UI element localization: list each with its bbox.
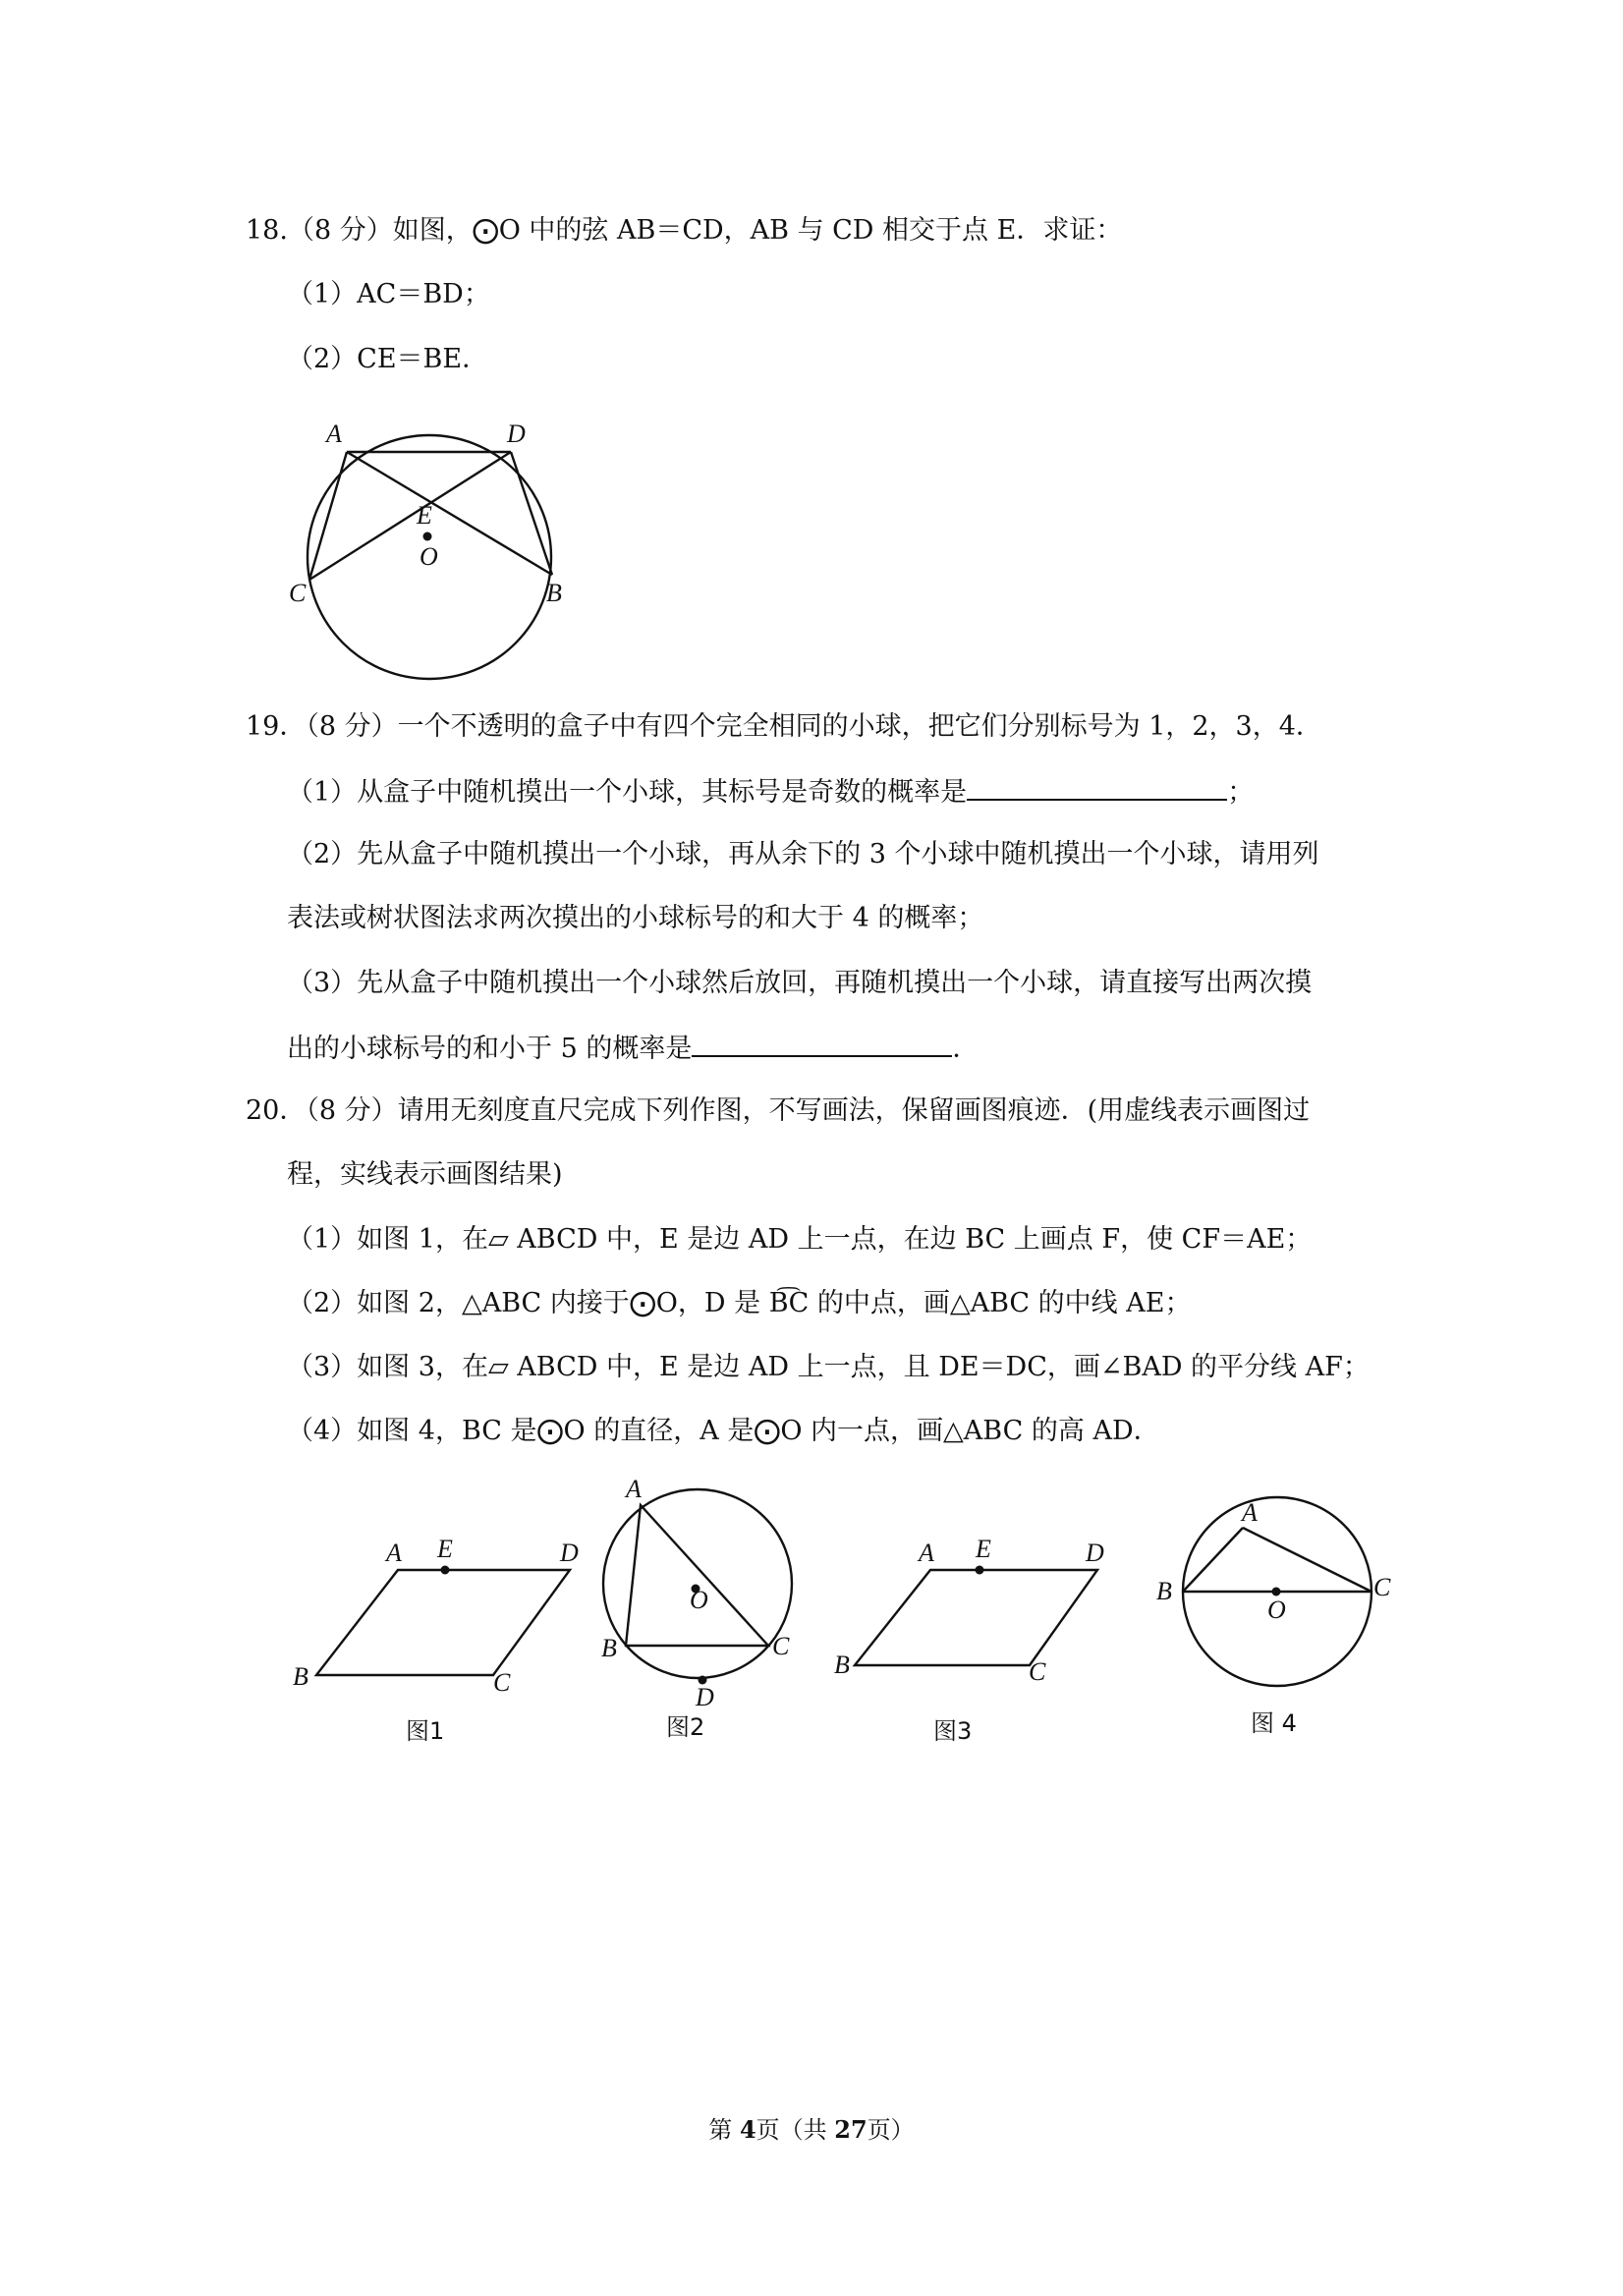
page-footer <box>0 2110 1623 2145</box>
fig2-label-a: A <box>626 1475 642 1503</box>
q18-label-e: E <box>417 501 432 530</box>
q19-answer-blank-3[interactable] <box>692 1028 952 1057</box>
q20-heading-line-2: 程，实线表示画图结果) <box>287 1159 563 1190</box>
q20-figure-4 <box>1145 1484 1400 1749</box>
q19-answer-blank-1[interactable] <box>967 771 1227 801</box>
footer-total-pages: 27 <box>834 2115 867 2144</box>
q19-part-2-line-1: （2）先从盒子中随机摸出一个小球，再从余下的 3 个小球中随机摸出一个小球，请用列 <box>287 839 1319 869</box>
q20-figure-2 <box>589 1474 815 1749</box>
fig3-label-e: E <box>976 1535 991 1563</box>
fig3-caption: 图3 <box>933 1717 973 1745</box>
q19-part-3-line-2 <box>287 1028 979 1069</box>
fig1-parallelogram <box>316 1570 570 1675</box>
q18-chord-ab <box>347 452 552 575</box>
fig1-label-c: C <box>493 1668 511 1697</box>
q19-heading: 19．（8 分）一个不透明的盒子中有四个完全相同的小球，把它们分别标号为 1，2，3，4． <box>246 711 1322 742</box>
q18-center-dot <box>423 532 432 541</box>
q18-label-a: A <box>326 420 342 448</box>
q19-part-1-end: ； <box>1227 777 1255 808</box>
footer-page-number: 4 <box>739 2115 756 2144</box>
q19-part-2-line-2: 表法或树状图法求两次摸出的小球标号的和大于 4 的概率； <box>287 903 984 933</box>
fig4-segment-ac <box>1243 1528 1371 1592</box>
fig4-label-a: A <box>1242 1498 1258 1527</box>
fig2-caption: 图2 <box>666 1713 705 1741</box>
fig1-point-e <box>441 1566 450 1575</box>
q18-label-o: O <box>420 542 438 571</box>
fig3-parallelogram <box>855 1570 1097 1665</box>
fig4-caption: 图 4 <box>1251 1709 1297 1737</box>
q19-part-3-end: ． <box>952 1034 979 1064</box>
fig4-label-c: C <box>1373 1573 1391 1601</box>
fig2-label-d: D <box>696 1683 714 1711</box>
fig4-label-b: B <box>1156 1577 1172 1605</box>
fig3-point-e <box>976 1566 984 1575</box>
fig1-label-a: A <box>386 1539 402 1567</box>
footer-middle: 页（共 <box>756 2116 835 2144</box>
fig2-label-c: C <box>772 1632 790 1660</box>
fig2-label-o: O <box>690 1586 708 1614</box>
footer-prefix: 第 <box>708 2116 740 2144</box>
q19-part-1 <box>287 771 1254 812</box>
fig2-label-b: B <box>601 1634 617 1662</box>
q18-chord-cd <box>309 452 511 580</box>
q20-heading-line-1: 20．（8 分）请用无刻度直尺完成下列作图，不写画法，保留画图痕迹．(用虚线表示画图过 <box>246 1095 1311 1126</box>
q19-part-1-text: （1）从盒子中随机摸出一个小球，其标号是奇数的概率是 <box>287 777 968 808</box>
q18-part-2: （2）CE＝BE． <box>287 344 489 374</box>
fig3-label-b: B <box>834 1651 850 1679</box>
fig3-label-a: A <box>919 1539 934 1567</box>
q18-label-d: D <box>507 420 526 448</box>
q20-figure-3 <box>830 1528 1125 1754</box>
q20-part-4: （4）如图 4，BC 是⨀O 的直径，A 是⨀O 内一点，画△ABC 的高 AD． <box>287 1416 1160 1446</box>
fig3-label-c: C <box>1029 1657 1046 1686</box>
q20-part-2: （2）如图 2，△ABC 内接于⨀O，D 是 B͡C 的中点，画△ABC 的中线 AE； <box>287 1288 1192 1318</box>
q20-part-1: （1）如图 1，在▱ ABCD 中，E 是边 AD 上一点，在边 BC 上画点 F，使 CF＝AE； <box>287 1224 1313 1255</box>
q20-figure-1 <box>285 1528 599 1754</box>
q19-part-3-text: 出的小球标号的和小于 5 的概率是 <box>287 1034 693 1064</box>
q18-label-b: B <box>546 579 562 607</box>
q18-segment-db <box>511 452 552 575</box>
fig3-label-d: D <box>1086 1539 1104 1567</box>
fig1-label-b: B <box>293 1662 308 1691</box>
q20-part-3: （3）如图 3，在▱ ABCD 中，E 是边 AD 上一点，且 DE＝DC，画∠BAD 的平分线 AF； <box>287 1352 1370 1382</box>
q18-part-1: （1）AC＝BD； <box>287 279 490 309</box>
fig1-label-e: E <box>437 1535 453 1563</box>
q18-figure <box>285 413 580 678</box>
fig4-segment-ab <box>1183 1528 1243 1592</box>
fig4-label-o: O <box>1267 1596 1286 1624</box>
fig2-triangle <box>626 1505 768 1646</box>
footer-suffix: 页） <box>867 2116 915 2144</box>
fig1-label-d: D <box>560 1539 579 1567</box>
q19-part-3-line-1: （3）先从盒子中随机摸出一个小球然后放回，再随机摸出一个小球，请直接写出两次摸 <box>287 968 1313 998</box>
fig1-caption: 图1 <box>406 1717 445 1745</box>
q18-heading: 18.（8 分）如图，⨀O 中的弦 AB＝CD，AB 与 CD 相交于点 E．求证： <box>246 215 1123 246</box>
q18-label-c: C <box>289 579 307 607</box>
